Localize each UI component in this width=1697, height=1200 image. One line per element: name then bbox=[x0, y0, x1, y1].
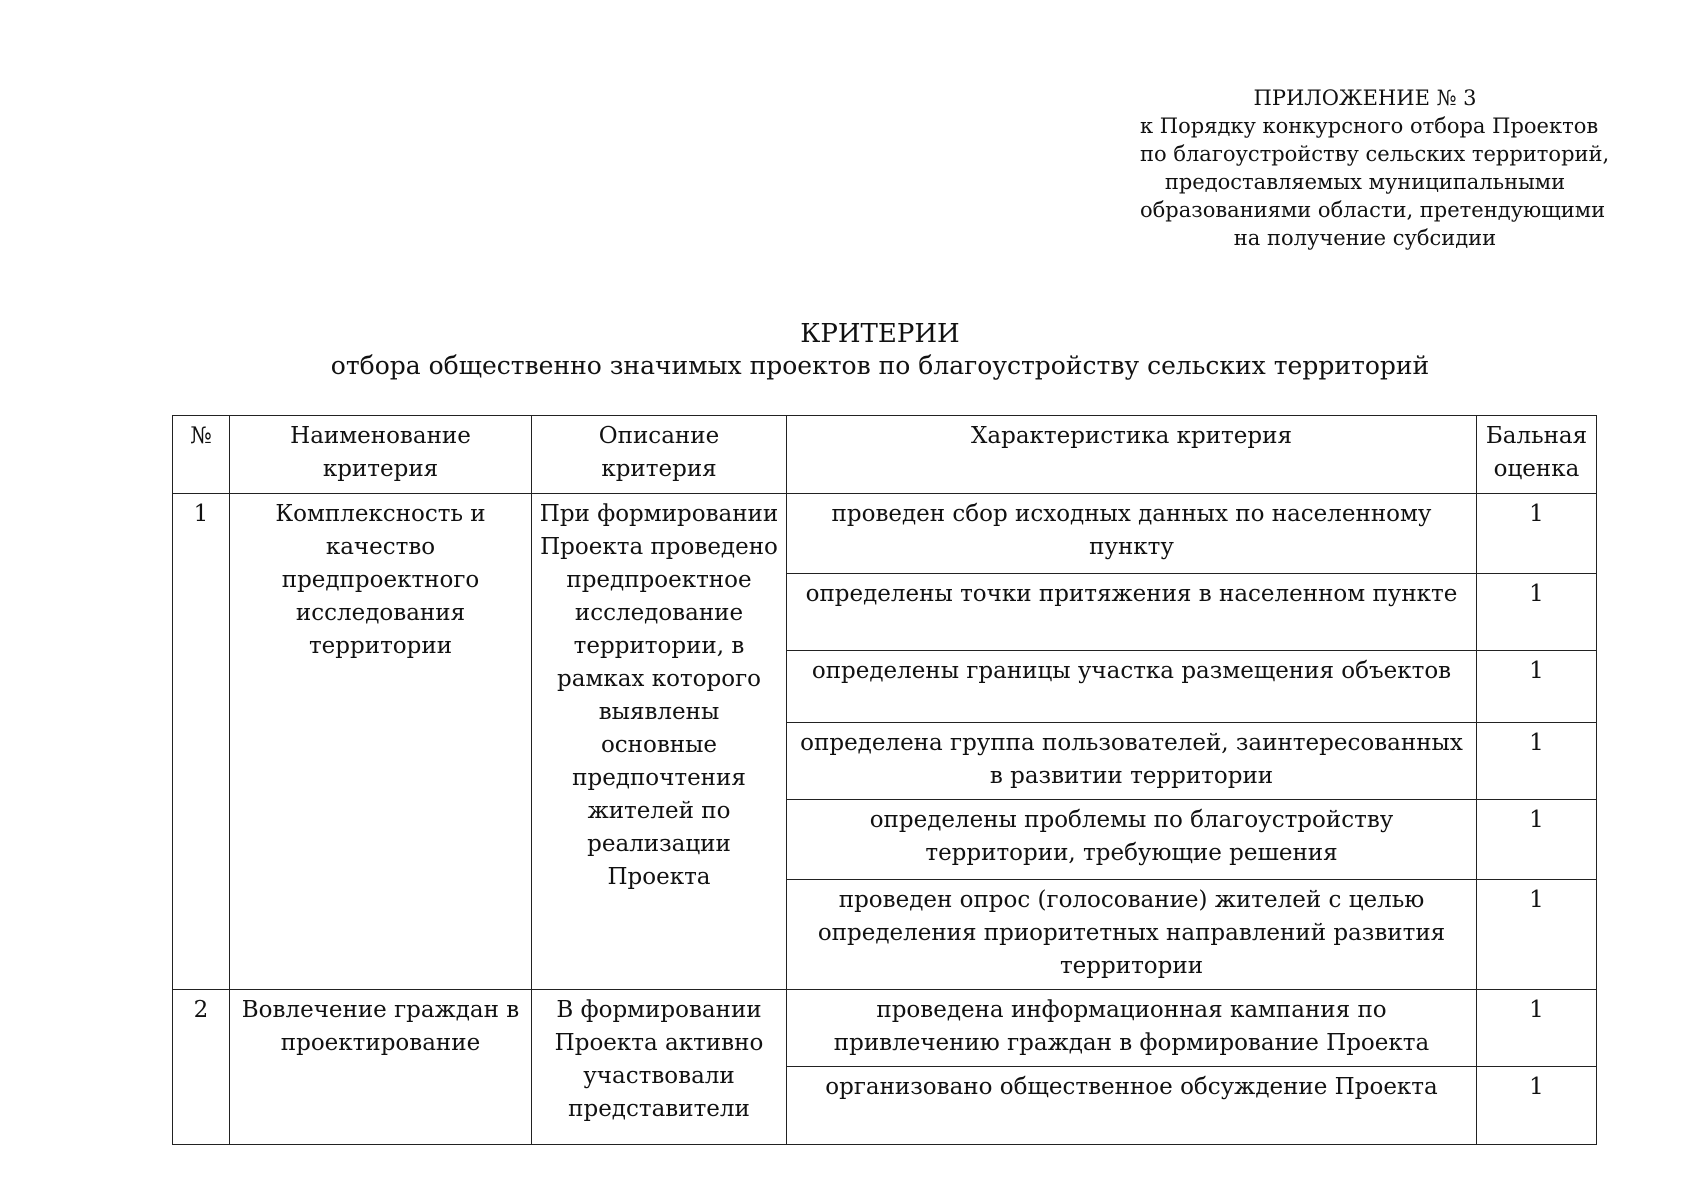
score-cell: 1 bbox=[1477, 800, 1597, 880]
document-title bbox=[170, 318, 1590, 382]
appendix-number: ПРИЛОЖЕНИЕ № 3 bbox=[1253, 86, 1477, 110]
characteristic-cell: проведен опрос (голосование) жителей с целью определения приоритетных направлений развития территории bbox=[787, 880, 1477, 990]
characteristic-cell: определена группа пользователей, заинтересованных в развитии территории bbox=[787, 723, 1477, 800]
characteristic-cell: организовано общественное обсуждение Проекта bbox=[787, 1067, 1477, 1145]
table-header-row bbox=[173, 416, 1597, 494]
header-score: Бальная оценка bbox=[1477, 416, 1597, 494]
characteristic-cell: проведен сбор исходных данных по населенному пункту bbox=[787, 494, 1477, 574]
score-cell: 1 bbox=[1477, 574, 1597, 651]
criteria-table bbox=[172, 415, 1597, 1145]
criterion-number-cell: 2 bbox=[173, 990, 230, 1145]
score-cell: 1 bbox=[1477, 723, 1597, 800]
score-cell: 1 bbox=[1477, 494, 1597, 574]
criterion-name-cell: Комплексность и качество предпроектного исследования территории bbox=[230, 494, 532, 990]
appendix-line: к Порядку конкурсного отбора Проектов bbox=[1140, 114, 1599, 138]
score-cell: 1 bbox=[1477, 990, 1597, 1067]
criterion-name-cell: Вовлечение граждан в проектирование bbox=[230, 990, 532, 1145]
title-subheading: отбора общественно значимых проектов по благоустройству сельских территорий bbox=[330, 351, 1430, 380]
appendix-line: образованиями области, претендующими bbox=[1140, 198, 1606, 222]
table-row bbox=[173, 990, 1597, 1067]
title-heading: КРИТЕРИИ bbox=[800, 319, 960, 349]
header-criterion-description: Описание критерия bbox=[532, 416, 787, 494]
score-cell: 1 bbox=[1477, 880, 1597, 990]
table-row bbox=[173, 494, 1597, 574]
appendix-line: на получение субсидии bbox=[1233, 226, 1497, 250]
header-criterion-name: Наименование критерия bbox=[230, 416, 532, 494]
criterion-description-cell: В формировании Проекта активно участвовали представители bbox=[532, 990, 787, 1145]
appendix-line: по благоустройству сельских территорий, bbox=[1140, 142, 1610, 166]
characteristic-cell: проведена информационная кампания по привлечению граждан в формирование Проекта bbox=[787, 990, 1477, 1067]
score-cell: 1 bbox=[1477, 1067, 1597, 1145]
score-cell: 1 bbox=[1477, 651, 1597, 723]
criterion-number-cell: 1 bbox=[173, 494, 230, 990]
characteristic-cell: определены границы участка размещения объектов bbox=[787, 651, 1477, 723]
header-number: № bbox=[173, 416, 230, 494]
appendix-line: предоставляемых муниципальными bbox=[1164, 170, 1566, 194]
appendix-block bbox=[1140, 84, 1610, 252]
header-criterion-characteristic: Характеристика критерия bbox=[787, 416, 1477, 494]
criterion-description-cell: При формировании Проекта проведено предпроектное исследование территории, в рамках которого выявлены основные предпочтения жителей по реализации Проекта bbox=[532, 494, 787, 990]
characteristic-cell: определены проблемы по благоустройству территории, требующие решения bbox=[787, 800, 1477, 880]
characteristic-cell: определены точки притяжения в населенном пункте bbox=[787, 574, 1477, 651]
